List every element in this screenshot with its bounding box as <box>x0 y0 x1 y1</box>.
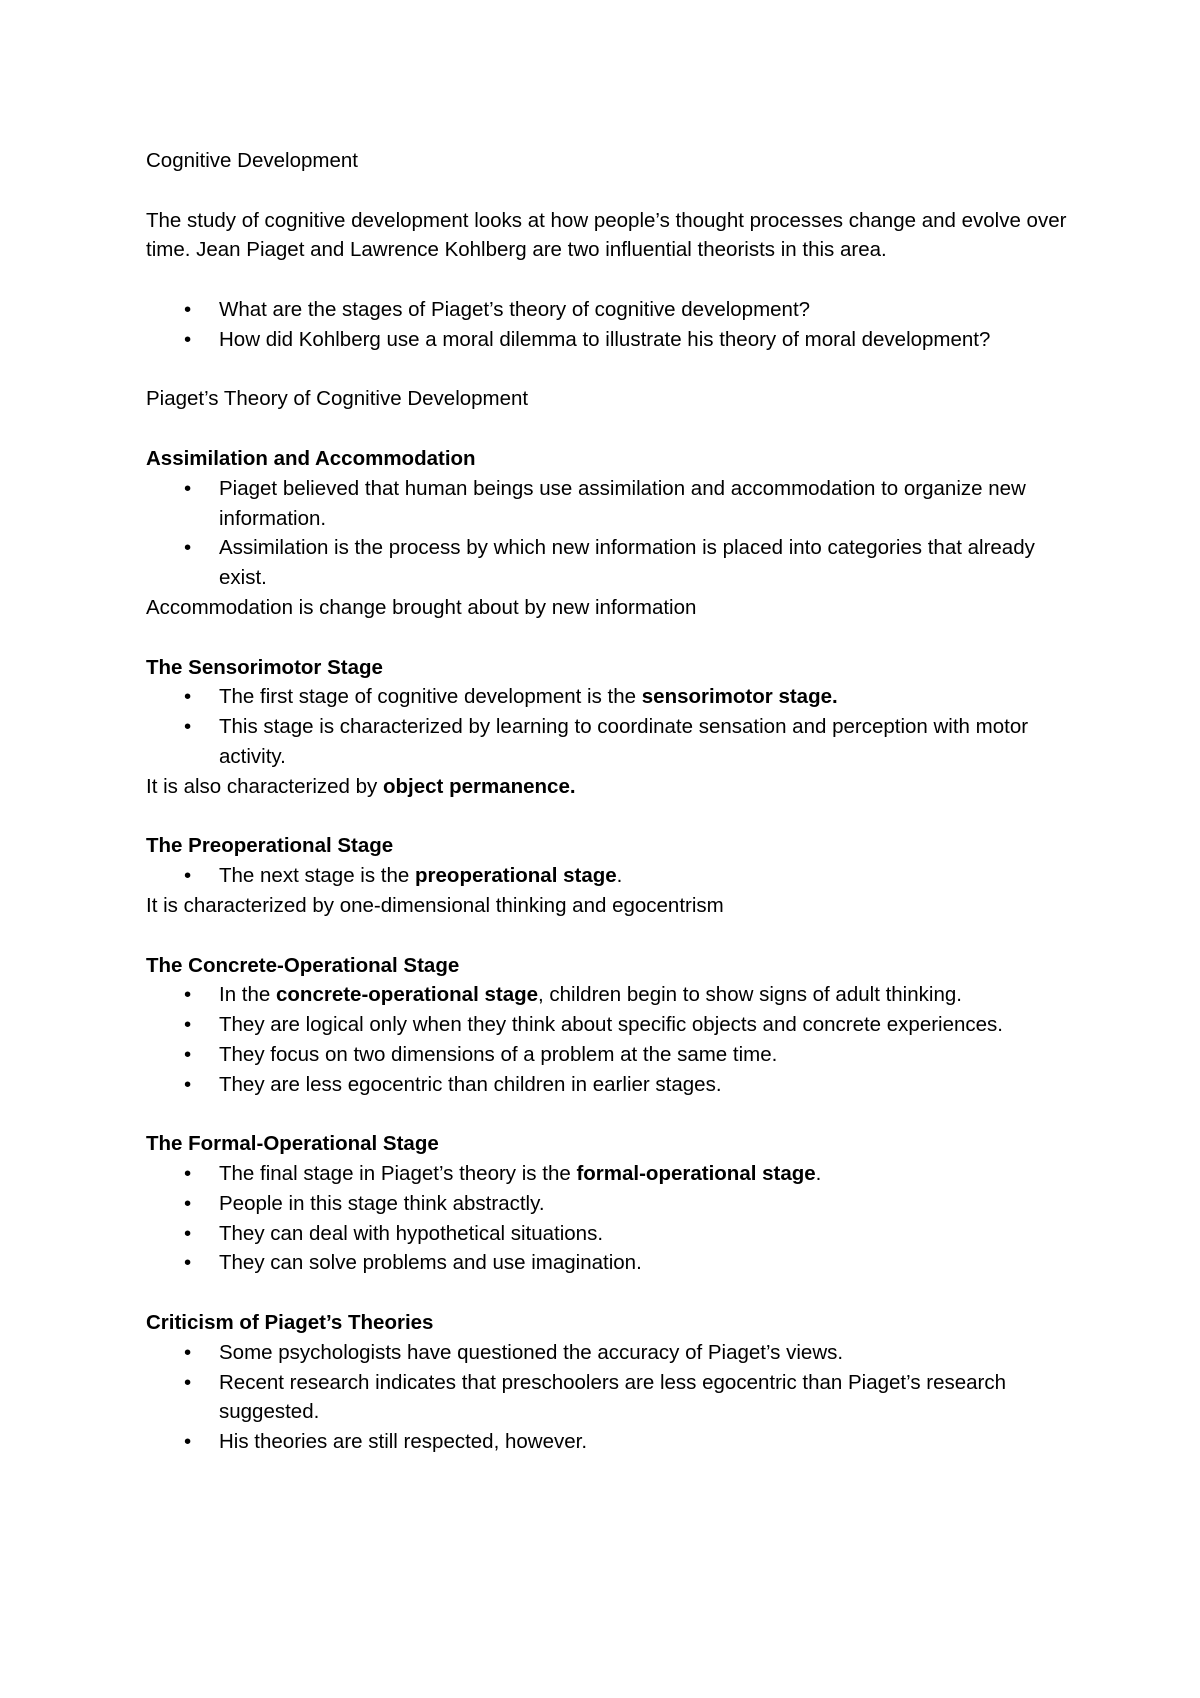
list-item <box>146 861 1076 891</box>
spacer <box>146 355 1076 385</box>
spacer <box>146 265 1076 295</box>
list-item <box>146 712 1076 772</box>
list-item-text: They are logical only when they think about specific objects and concrete experiences. <box>219 1013 1004 1037</box>
key-term: sensorimotor stage. <box>641 685 838 709</box>
bullet-icon: • <box>184 1042 192 1066</box>
bullet-icon: • <box>184 476 192 500</box>
spacer <box>146 1100 1076 1130</box>
list-item <box>146 474 1076 534</box>
list-item-text: They can solve problems and use imagination. <box>219 1251 642 1275</box>
criticism-list <box>146 1338 1076 1457</box>
list-item <box>146 1159 1076 1189</box>
spacer <box>146 921 1076 951</box>
criticism-heading: Criticism of Piaget’s Theories <box>146 1311 434 1335</box>
bullet-icon: • <box>184 1013 192 1037</box>
bullet-icon: • <box>184 685 192 709</box>
list-item <box>146 1219 1076 1249</box>
bullet-icon: • <box>184 536 192 560</box>
bullet-icon: • <box>184 1072 192 1096</box>
intro-paragraph: The study of cognitive development looks at how people’s thought processes change and evolve over time. Jean Piaget and Lawrence Kohlberg are two influential theorists in this area. <box>146 208 1067 262</box>
section-title: Piaget’s Theory of Cognitive Development <box>146 387 529 411</box>
list-item-text: . <box>815 1162 822 1186</box>
list-item <box>146 1040 1076 1070</box>
bullet-icon: • <box>184 1340 192 1364</box>
list-item-text: The final stage in Piaget’s theory is the <box>219 1162 577 1186</box>
bullet-icon: • <box>184 297 192 321</box>
spacer <box>146 1278 1076 1308</box>
key-term: formal-operational stage <box>576 1162 816 1186</box>
list-item <box>146 1368 1076 1428</box>
list-item-text: In the <box>219 983 276 1007</box>
assimilation-list <box>146 474 1076 593</box>
spacer <box>146 623 1076 653</box>
document-title: Cognitive Development <box>146 149 358 172</box>
bullet-icon: • <box>184 1251 192 1275</box>
list-item <box>146 1248 1076 1278</box>
list-item <box>146 1427 1076 1457</box>
list-item <box>146 295 1076 325</box>
list-item <box>146 1010 1076 1040</box>
bullet-icon: • <box>184 1162 192 1186</box>
sensorimotor-heading: The Sensorimotor Stage <box>146 655 383 679</box>
list-item-text: People in this stage think abstractly. <box>219 1191 545 1215</box>
list-item <box>146 1338 1076 1368</box>
list-item-text: The next stage is the <box>219 864 416 888</box>
list-item <box>146 533 1076 593</box>
intro-question-list <box>146 295 1076 355</box>
key-term: object permanence. <box>383 774 576 798</box>
sensorimotor-list <box>146 682 1076 771</box>
bullet-icon: • <box>184 715 192 739</box>
preoperational-list <box>146 861 1076 891</box>
list-item <box>146 1189 1076 1219</box>
key-term: preoperational stage <box>415 864 617 888</box>
list-item-text: . <box>616 864 623 888</box>
list-item-text: The first stage of cognitive development is the <box>219 685 642 709</box>
list-item-text: They focus on two dimensions of a problem at the same time. <box>219 1042 778 1066</box>
bullet-icon: • <box>184 983 192 1007</box>
bullet-icon: • <box>184 864 192 888</box>
list-item-text: Piaget believed that human beings use assimilation and accommodation to organize new information. <box>219 476 1026 530</box>
key-term: concrete-operational stage <box>276 983 539 1007</box>
bullet-icon: • <box>184 1370 192 1394</box>
sensorimotor-note <box>146 772 1076 802</box>
list-item-text: His theories are still respected, however. <box>219 1430 588 1454</box>
document-body <box>146 146 1076 1457</box>
spacer <box>146 414 1076 444</box>
bullet-icon: • <box>184 1191 192 1215</box>
bullet-icon: • <box>184 1221 192 1245</box>
assimilation-heading: Assimilation and Accommodation <box>146 446 476 470</box>
preoperational-heading: The Preoperational Stage <box>146 834 394 858</box>
list-item <box>146 1070 1076 1100</box>
list-item-text: What are the stages of Piaget’s theory of cognitive development? <box>219 297 811 321</box>
bullet-icon: • <box>184 327 192 351</box>
spacer <box>146 176 1076 206</box>
list-item-text: This stage is characterized by learning to coordinate sensation and perception with motor activity. <box>219 715 1029 768</box>
concrete-heading: The Concrete-Operational Stage <box>146 953 460 977</box>
list-item <box>146 682 1076 712</box>
note-text: It is also characterized by <box>146 774 383 798</box>
list-item-text: Recent research indicates that preschoolers are less egocentric than Piaget’s research suggested. <box>219 1370 1007 1424</box>
list-item <box>146 325 1076 355</box>
list-item-text: , children begin to show signs of adult thinking. <box>538 983 962 1007</box>
list-item-text: They can deal with hypothetical situations. <box>219 1221 604 1245</box>
list-item-text: Some psychologists have questioned the accuracy of Piaget’s views. <box>219 1340 844 1364</box>
bullet-icon: • <box>184 1430 192 1454</box>
formal-heading: The Formal-Operational Stage <box>146 1132 439 1156</box>
preoperational-note: It is characterized by one-dimensional thinking and egocentrism <box>146 893 724 917</box>
list-item <box>146 980 1076 1010</box>
list-item-text: How did Kohlberg use a moral dilemma to illustrate his theory of moral development? <box>219 327 991 351</box>
formal-list <box>146 1159 1076 1278</box>
spacer <box>146 802 1076 832</box>
list-item-text: Assimilation is the process by which new information is placed into categories that already exist. <box>219 536 1035 590</box>
concrete-list <box>146 980 1076 1099</box>
assimilation-note: Accommodation is change brought about by new information <box>146 595 697 619</box>
list-item-text: They are less egocentric than children in earlier stages. <box>219 1072 722 1096</box>
